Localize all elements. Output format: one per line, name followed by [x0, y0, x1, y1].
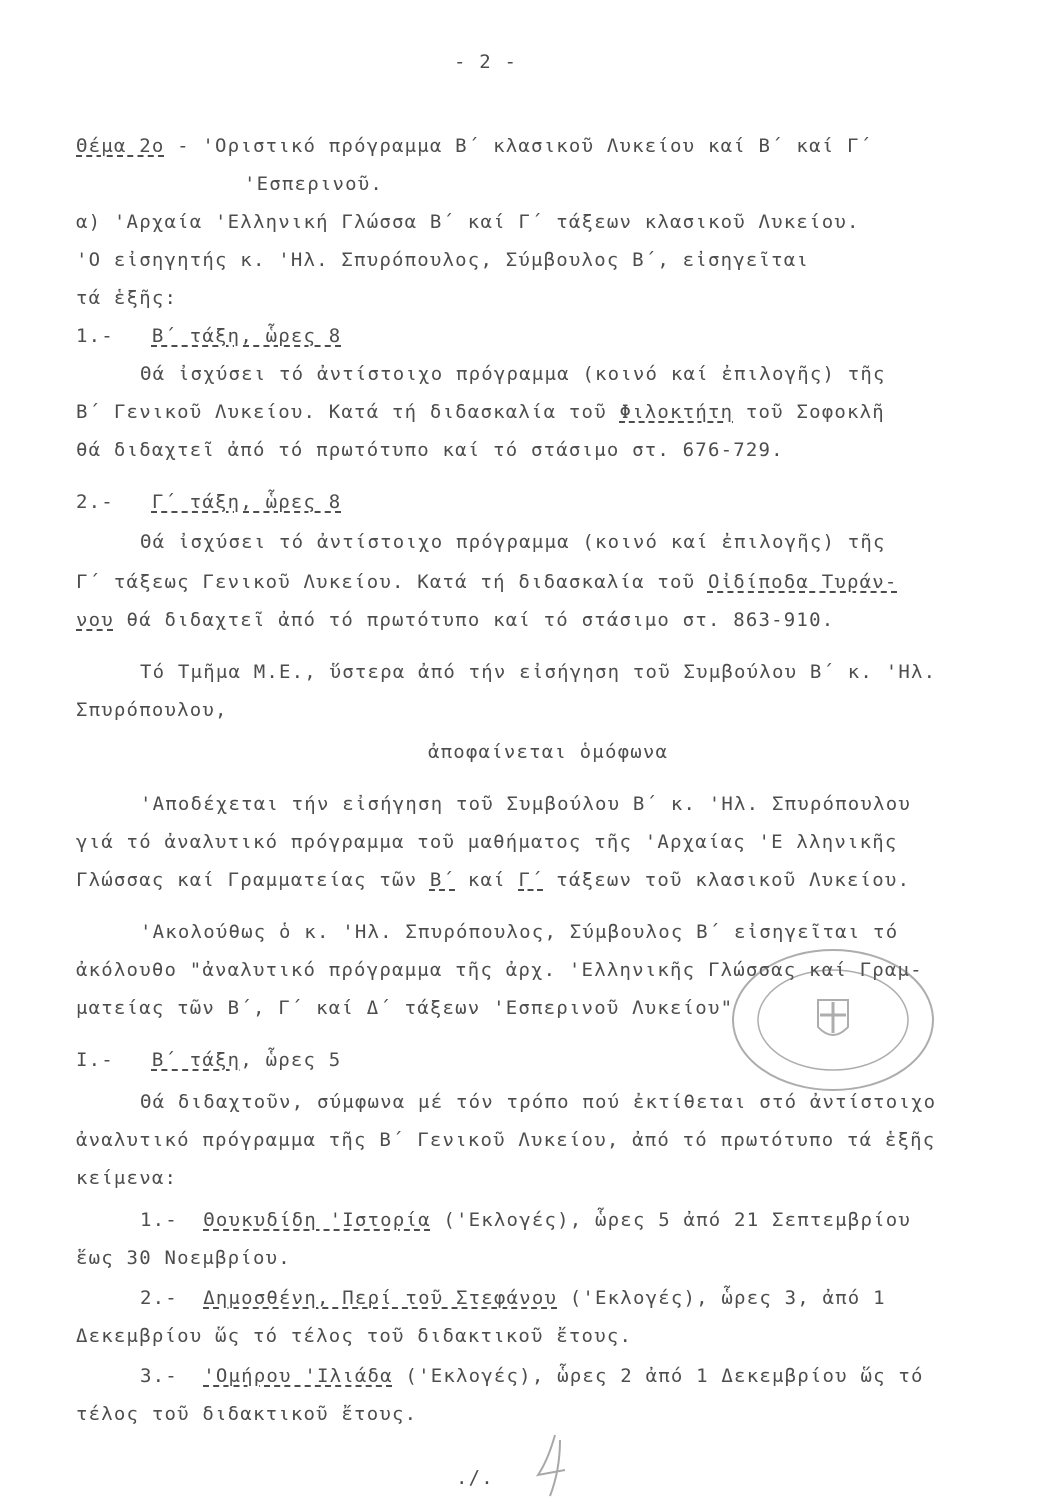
follows-line: τά ἑξῆς:: [76, 287, 178, 309]
item2-line3: νου θά διδαχτεῖ ἀπό τό πρωτότυπο καί τό στάσιμο στ. 863-910.: [76, 609, 835, 631]
text-item-cont: τέλος τοῦ διδακτικοῦ ἔτους.: [76, 1403, 418, 1425]
text-title: Δημοσθένη, Περί τοῦ Στεφάνου: [203, 1287, 558, 1309]
oedipus-title: Οἰδίποδα Τυράν-: [707, 571, 898, 593]
accepts-line1: 'Αποδέχεται τήν εἰσήγηση τοῦ Συμβούλου Β΄ κ. 'Ηλ. Σπυρόπουλου: [140, 793, 911, 815]
page-number: - 2 -: [454, 51, 518, 73]
item2-line2: Γ΄ τάξεως Γενικοῦ Λυκείου. Κατά τή διδασκαλία τοῦ Οἰδίποδα Τυράν-: [76, 571, 898, 593]
item2-line1: Θά ἰσχύσει τό ἀντίστοιχο πρόγραμμα (κοινό καί ἐπιλογῆς) τῆς: [140, 531, 886, 553]
part1-line2: ἀναλυτικό πρόγραμμα τῆς Β΄ Γενικοῦ Λυκείου, ἀπό τό πρωτότυπο τά ἑξῆς: [76, 1129, 936, 1151]
item1-number: 1.-: [76, 325, 114, 347]
official-stamp: [718, 945, 948, 1095]
part1-number: Ι.-: [76, 1049, 114, 1071]
text-title: 'Ομήρου 'Ιλιάδα: [203, 1365, 393, 1387]
philoctetes-title: Φιλοκτήτη: [619, 401, 734, 423]
subject-a-line: α) 'Αρχαία 'Ελληνική Γλώσσα Β΄ καί Γ΄ τάξεων κλασικοῦ Λυκείου.: [76, 211, 860, 233]
part1-heading: Β΄ τάξη: [151, 1049, 241, 1071]
topic-continuation: 'Εσπερινοῦ.: [244, 173, 384, 195]
text-item-cont: Δεκεμβρίου ὥς τό τέλος τοῦ διδακτικοῦ ἔτους.: [76, 1325, 633, 1347]
text-item: 1.- Θουκυδίδη 'Ιστορία ('Εκλογές), ὧρες 5 ἀπό 21 Σεπτεμβρίου: [140, 1209, 911, 1231]
rapporteur-line: 'Ο εἰσηγητής κ. 'Ηλ. Σπυρόπουλος, Σύμβουλος Β΄, εἰσηγεῖται: [76, 249, 810, 271]
decision-line: ἀποφαίνεται ὁμόφωνα: [428, 741, 669, 763]
next-line2: ἀκόλουθο "ἀναλυτικό πρόγραμμα τῆς ἀρχ. 'Ελληνικῆς Γλώσσας καί Γραμ-: [76, 959, 923, 981]
next-line3: ματείας τῶν Β΄, Γ΄ καί Δ΄ τάξεων 'Εσπερινοῦ Λυκείου": [76, 997, 734, 1019]
text-title: Θουκυδίδη 'Ιστορία: [203, 1209, 431, 1231]
accepts-line2: γιά τό ἀναλυτικό πρόγραμμα τοῦ μαθήματος τῆς 'Αρχαίας 'Ε λληνικῆς: [76, 831, 898, 853]
section-line1: Τό Τμῆμα Μ.Ε., ὕστερα ἀπό τήν εἰσήγηση τοῦ Συμβούλου Β΄ κ. 'Ηλ.: [140, 661, 937, 683]
item2-heading-line: [76, 490, 341, 514]
item1-line2: Β΄ Γενικοῦ Λυκείου. Κατά τή διδασκαλία τοῦ Φιλοκτήτη τοῦ Σοφοκλῆ: [76, 401, 885, 423]
item1-line3: θά διδαχτεῖ ἀπό τό πρωτότυπο καί τό στάσιμο στ. 676-729.: [76, 439, 784, 461]
topic-label: Θέμα 2ο: [76, 135, 165, 157]
text-item: 2.- Δημοσθένη, Περί τοῦ Στεφάνου ('Εκλογές), ὧρες 3, ἀπό 1: [140, 1287, 886, 1309]
accepts-line3: Γλώσσας καί Γραμματείας τῶν Β΄ καί Γ΄ τάξεων τοῦ κλασικοῦ Λυκείου.: [76, 869, 911, 891]
topic-line: [76, 134, 872, 158]
item1-heading: Β΄ τάξη, ὧρες 8: [151, 325, 342, 347]
item2-heading: Γ΄ τάξη, ὧρες 8: [151, 491, 342, 513]
text-item: 3.- 'Ομήρου 'Ιλιάδα ('Εκλογές), ὧρες 2 ἀπό 1 Δεκεμβρίου ὥς τό: [140, 1365, 924, 1387]
next-line1: 'Ακολούθως ὁ κ. 'Ηλ. Σπυρόπουλος, Σύμβουλος Β΄ εἰσηγεῖται τό: [140, 921, 899, 943]
signature-mark: [520, 1430, 590, 1500]
item2-number: 2.-: [76, 491, 114, 513]
part1-heading-line: Ι.- Β΄ τάξη, ὧρες 5: [76, 1049, 342, 1071]
text-item-cont: ἕως 30 Νοεμβρίου.: [76, 1247, 291, 1269]
item1-line1: Θά ἰσχύσει τό ἀντίστοιχο πρόγραμμα (κοινό καί ἐπιλογῆς) τῆς: [140, 363, 886, 385]
part1-line3: κείμενα:: [76, 1167, 178, 1189]
part1-line1: Θά διδαχτοῦν, σύμφωνα μέ τόν τρόπο πού ἐκτίθεται στό ἀντίστοιχο: [140, 1091, 937, 1113]
item1-heading-line: [76, 324, 341, 348]
section-line2: Σπυρόπουλου,: [76, 699, 228, 721]
continued-mark: .∕.: [456, 1467, 494, 1489]
topic-rest: - 'Οριστικό πρόγραμμα Β΄ κλασικοῦ Λυκείου καί Β΄ καί Γ΄: [164, 135, 873, 157]
